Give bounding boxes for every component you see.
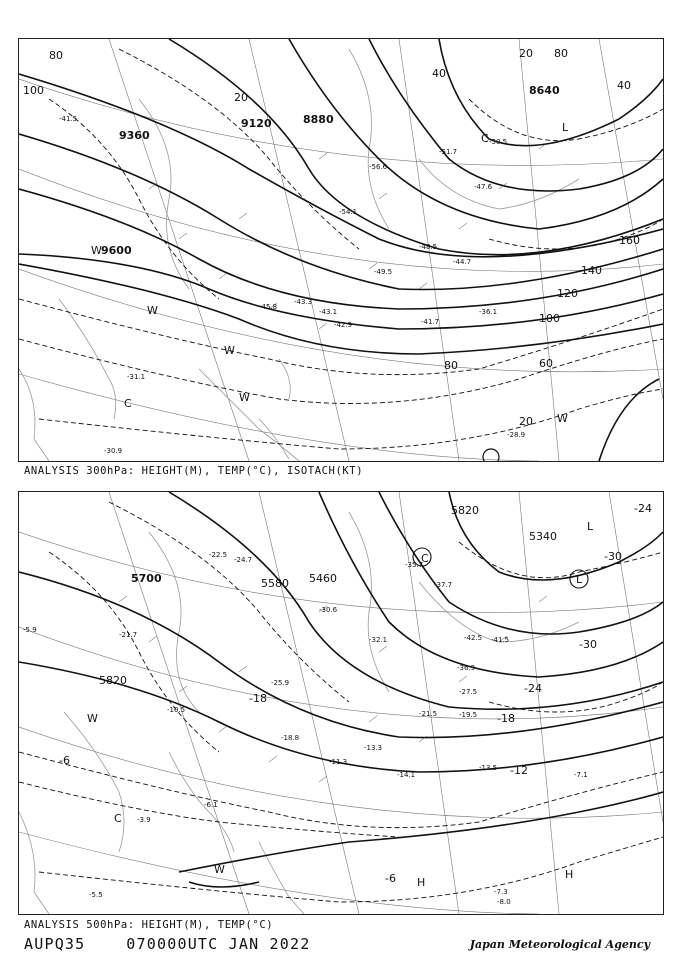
graticule <box>19 492 663 914</box>
height-label: 5580 <box>261 577 289 590</box>
temperature-value: -31.1 <box>127 373 146 381</box>
map-300hpa-svg <box>19 39 663 461</box>
temperature-value: -36.1 <box>479 308 498 316</box>
temperature-value: -22.5 <box>209 551 228 559</box>
temperature-value: -47.6 <box>474 183 493 191</box>
height-contours <box>19 492 663 887</box>
temp-contour-label: -24 <box>524 682 542 695</box>
temperature-value: -3.9 <box>137 816 151 824</box>
temp-contour-label: -12 <box>510 764 528 777</box>
caption-500hpa: ANALYSIS 500hPa: HEIGHT(M), TEMP(°C) <box>24 919 274 931</box>
temperature-value: -19.5 <box>459 711 478 719</box>
temperature-value: -7.1 <box>574 771 588 779</box>
temperature-value: -42.5 <box>464 634 483 642</box>
height-label: 5820 <box>451 504 479 517</box>
height-label: 9120 <box>241 117 272 130</box>
temperature-value: -5.5 <box>89 891 103 899</box>
temperature-value: -35.7 <box>405 561 424 569</box>
isotach-label: 80 <box>49 49 63 62</box>
temperature-value: -13.3 <box>364 744 383 752</box>
isotach-label: 40 <box>432 67 446 80</box>
height-label: 5820 <box>99 674 127 687</box>
height-label: 9600 <box>101 244 132 257</box>
temperature-value: -49.5 <box>374 268 393 276</box>
temperature-value: -24.7 <box>234 556 253 564</box>
warm-symbol: W <box>224 344 235 357</box>
temperature-value: -50.5 <box>489 138 508 146</box>
isotach-label: 80 <box>444 359 458 372</box>
temperature-value: -32.1 <box>369 636 388 644</box>
temperature-value: -41.5 <box>59 115 78 123</box>
isotach-label: 100 <box>539 312 560 325</box>
isotach-label: 20 <box>519 415 533 428</box>
high-symbol: H <box>565 868 574 881</box>
analysis-300hpa-map <box>18 38 664 462</box>
temp-contour-label: -30 <box>604 550 622 563</box>
temp-contour-label: -6 <box>385 872 396 885</box>
low-symbol: L <box>576 573 583 586</box>
temperature-value: -43.1 <box>319 308 338 316</box>
temperature-value: -42.9 <box>334 321 353 329</box>
temperature-value: -41.5 <box>491 636 510 644</box>
warm-symbol: W <box>87 712 98 725</box>
height-label: 8880 <box>303 113 334 126</box>
isotach-label: 20 <box>234 91 248 104</box>
temperature-value: -21.7 <box>119 631 138 639</box>
isotach-label: 40 <box>617 79 631 92</box>
temperature-value: -36.9 <box>457 664 476 672</box>
cold-symbol: C <box>114 812 122 825</box>
chart-code-datetime: AUPQ35 070000UTC JAN 2022 <box>24 935 311 953</box>
temperature-value: -43.3 <box>294 298 313 306</box>
cold-symbol: C <box>481 132 489 145</box>
wind-barbs <box>119 133 547 329</box>
coastline <box>19 512 579 914</box>
isotach-label: 100 <box>23 84 44 97</box>
temp-contour-label: -30 <box>579 638 597 651</box>
isotach-label: 140 <box>581 264 602 277</box>
map-500hpa-svg <box>19 492 663 914</box>
temperature-value: -8.0 <box>497 898 511 906</box>
wind-barbs <box>119 596 547 782</box>
height-label: 9360 <box>119 129 150 142</box>
temperature-value: -11.3 <box>329 758 348 766</box>
warm-symbol: W <box>557 412 568 425</box>
temperature-value: -51.7 <box>439 148 458 156</box>
isotach-label: 80 <box>554 47 568 60</box>
height-label: 8640 <box>529 84 560 97</box>
temp-contour-label: -18 <box>249 692 267 705</box>
temperature-value: -54.1 <box>339 208 358 216</box>
temperature-value: -21.5 <box>419 710 438 718</box>
height-label: 5700 <box>131 572 162 585</box>
temperature-value: -45.8 <box>259 303 278 311</box>
temperature-value: -25.9 <box>271 679 290 687</box>
temperature-value: -14.1 <box>397 771 416 779</box>
warm-symbol: W <box>239 391 250 404</box>
temperature-value: -7.3 <box>494 888 508 896</box>
low-symbol: L <box>562 121 569 134</box>
isotach-label: 120 <box>557 287 578 300</box>
temperature-value: -27.5 <box>459 688 478 696</box>
temperature-value: -18.8 <box>281 734 300 742</box>
temp-contour-label: -24 <box>634 502 652 515</box>
height-label: 5340 <box>529 530 557 543</box>
warm-symbol: W <box>91 244 102 257</box>
temp-contour-label: -18 <box>497 712 515 725</box>
cold-symbol: C <box>124 397 132 410</box>
temperature-value: -56.6 <box>369 163 388 171</box>
isotach-label: 20 <box>519 47 533 60</box>
warm-symbol: W <box>214 863 225 876</box>
temperature-value: -30.6 <box>319 606 338 614</box>
temperature-value: -13.5 <box>479 764 498 772</box>
temperature-value: -37.7 <box>434 581 453 589</box>
isotach-label: 60 <box>539 357 553 370</box>
temperature-value: -30.9 <box>104 447 123 455</box>
temperature-value: -44.7 <box>453 258 472 266</box>
warm-symbol: W <box>147 304 158 317</box>
low-symbol: L <box>587 520 594 533</box>
temperature-value: -10.5 <box>167 706 186 714</box>
caption-300hpa: ANALYSIS 300hPa: HEIGHT(M), TEMP(°C), ISOTACH(KT) <box>24 465 364 477</box>
temperature-value: -41.7 <box>421 318 440 326</box>
isotach-label: 160 <box>619 234 640 247</box>
cold-symbol: C <box>421 552 429 565</box>
high-symbol: H <box>417 876 426 889</box>
temperature-value: -5.9 <box>23 626 37 634</box>
agency-name: Japan Meteorological Agency <box>469 938 650 951</box>
temperature-value: -28.9 <box>507 431 526 439</box>
temperature-value: -6.1 <box>204 801 218 809</box>
temp-contour-label: -6 <box>59 754 70 767</box>
height-label: 5460 <box>309 572 337 585</box>
temperature-value: -48.5 <box>419 243 438 251</box>
analysis-500hpa-map <box>18 491 664 915</box>
